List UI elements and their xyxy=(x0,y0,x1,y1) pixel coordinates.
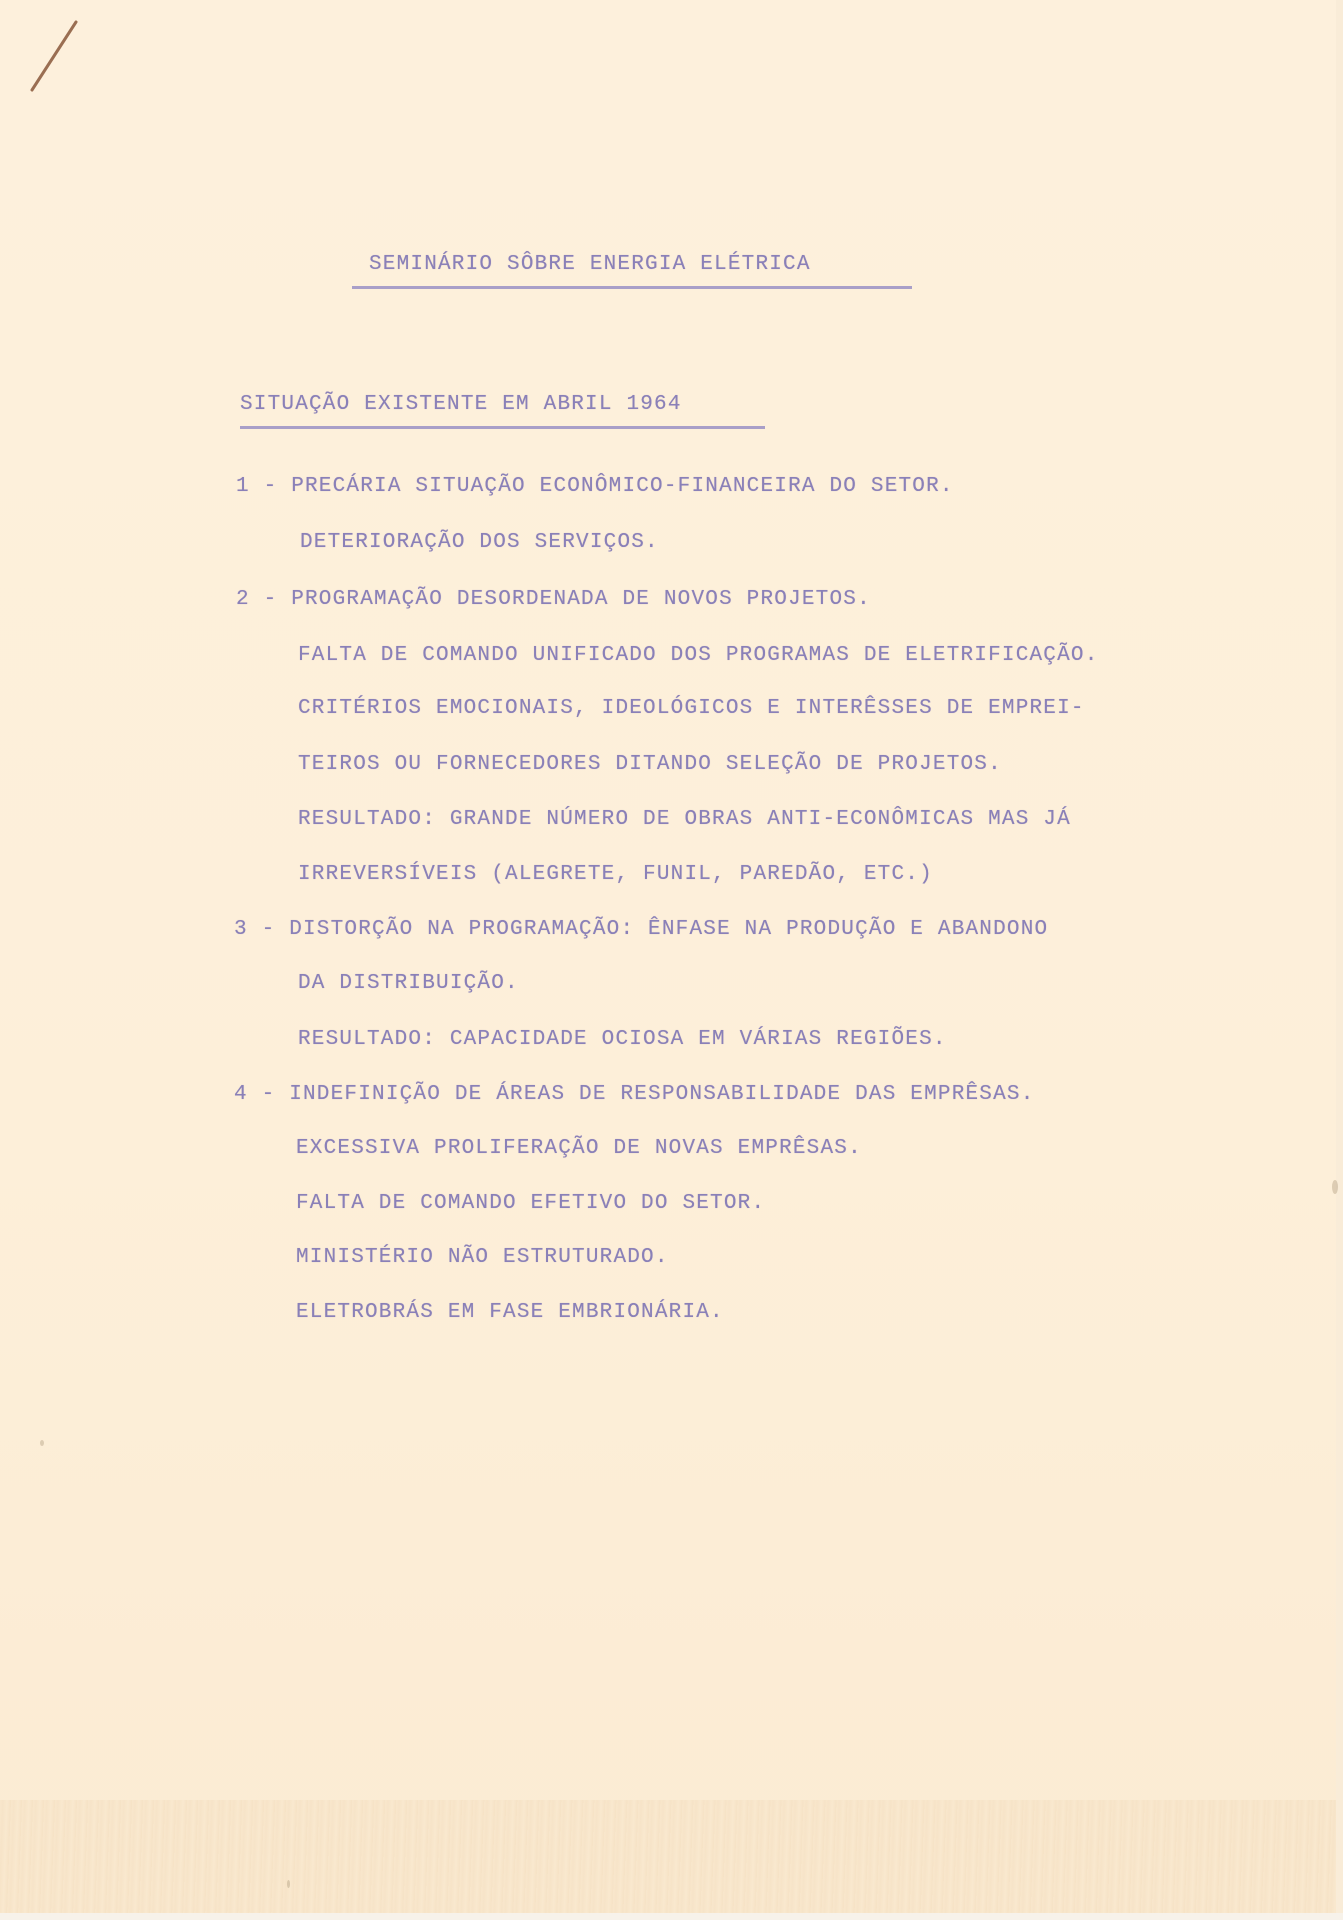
item-2-line: 2 - PROGRAMAÇÃO DESORDENADA DE NOVOS PROJETOS. xyxy=(236,588,871,611)
paper-right-edge xyxy=(1336,0,1343,1920)
paper-bottom-edge xyxy=(0,1913,1343,1920)
item-1-line: 1 - PRECÁRIA SITUAÇÃO ECONÔMICO-FINANCEIRA DO SETOR. xyxy=(236,475,954,498)
item-2-line: FALTA DE COMANDO UNIFICADO DOS PROGRAMAS DE ELETRIFICAÇÃO. xyxy=(298,644,1099,667)
paper-bottom-band xyxy=(0,1800,1343,1913)
pencil-slash-mark xyxy=(24,10,84,100)
paper-smudge xyxy=(287,1880,290,1888)
document-title: SEMINÁRIO SÔBRE ENERGIA ELÉTRICA xyxy=(369,253,811,276)
item-4-line: ELETROBRÁS EM FASE EMBRIONÁRIA. xyxy=(296,1301,724,1324)
item-3-line: RESULTADO: CAPACIDADE OCIOSA EM VÁRIAS REGIÕES. xyxy=(298,1028,947,1051)
title-underline xyxy=(352,286,912,289)
item-4-line: EXCESSIVA PROLIFERAÇÃO DE NOVAS EMPRÊSAS. xyxy=(296,1137,862,1160)
item-4-line: 4 - INDEFINIÇÃO DE ÁREAS DE RESPONSABILIDADE DAS EMPRÊSAS. xyxy=(234,1083,1035,1106)
paper-smudge xyxy=(40,1440,44,1446)
item-1-line: DETERIORAÇÃO DOS SERVIÇOS. xyxy=(300,531,659,554)
item-2-line: TEIROS OU FORNECEDORES DITANDO SELEÇÃO DE PROJETOS. xyxy=(298,753,1002,776)
item-4-line: FALTA DE COMANDO EFETIVO DO SETOR. xyxy=(296,1192,766,1215)
section-heading-underline xyxy=(240,426,765,429)
section-heading: SITUAÇÃO EXISTENTE EM ABRIL 1964 xyxy=(240,393,682,416)
item-2-line: CRITÉRIOS EMOCIONAIS, IDEOLÓGICOS E INTERÊSSES DE EMPREI- xyxy=(298,697,1085,720)
item-4-line: MINISTÉRIO NÃO ESTRUTURADO. xyxy=(296,1246,669,1269)
paper-smudge xyxy=(1332,1180,1338,1194)
item-3-line: 3 - DISTORÇÃO NA PROGRAMAÇÃO: ÊNFASE NA PRODUÇÃO E ABANDONO xyxy=(234,918,1049,941)
item-2-line: RESULTADO: GRANDE NÚMERO DE OBRAS ANTI-ECONÔMICAS MAS JÁ xyxy=(298,808,1071,831)
item-3-line: DA DISTRIBUIÇÃO. xyxy=(298,972,519,995)
item-2-line: IRREVERSÍVEIS (ALEGRETE, FUNIL, PAREDÃO, ETC.) xyxy=(298,863,933,886)
